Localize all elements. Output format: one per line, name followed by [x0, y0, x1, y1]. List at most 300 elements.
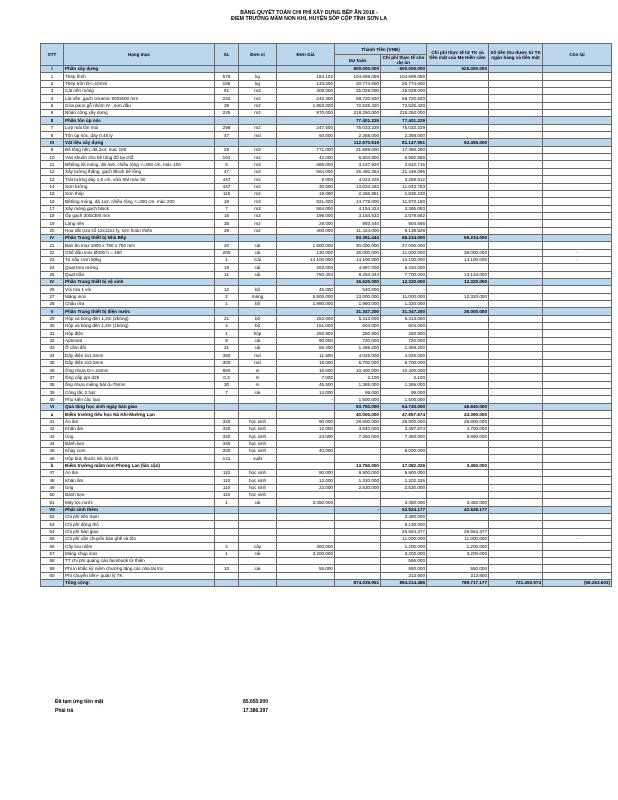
unit-cell: học sinh — [239, 425, 277, 432]
actual-cell: 25.029.000 — [381, 88, 427, 95]
qty-cell: 118 — [215, 190, 239, 197]
price-cell: 12.000 — [277, 477, 335, 484]
paid-cell — [427, 337, 489, 344]
settlement-table — [40, 43, 612, 587]
paid-cell — [427, 110, 489, 117]
remaining-cell — [543, 161, 612, 168]
paid-cell: 525.000.000 — [427, 66, 489, 73]
price-cell: 45.500 — [277, 381, 335, 388]
total-row — [41, 580, 612, 587]
estimate-cell: 604.000 — [335, 323, 381, 330]
item-cell: Chi phí bàn giao — [64, 528, 215, 535]
estimate-cell: 20.774.600 — [335, 80, 381, 87]
paid-cell: 11.000.000 — [427, 536, 489, 543]
paid-cell — [427, 220, 489, 227]
item-cell: Hoa sắt cửa sổ 12x12x1 ly, sơn hoàn thiện — [64, 227, 215, 234]
item-cell: Trát tường dày 1,5 cm, vữa XM mác 50 — [64, 176, 215, 183]
header-estimate: Dự toán — [335, 55, 381, 66]
table-row — [41, 271, 612, 278]
remaining-cell — [543, 418, 612, 425]
unit-cell: m3 — [239, 161, 277, 168]
header-stt: STT — [41, 44, 64, 66]
qty-cell: 200 — [215, 447, 239, 454]
item-cell: Hộp và bóng đèn 1,2m (2bóng) — [64, 315, 215, 322]
unit-cell: m2 — [239, 176, 277, 183]
table-row — [41, 124, 612, 131]
qty-cell: 141 — [215, 455, 239, 462]
paid-cell: 12.320.000 — [427, 278, 489, 285]
estimate-cell: 218.250.000 — [335, 110, 381, 117]
price-cell — [277, 455, 335, 462]
actual-cell: 604.000 — [381, 323, 427, 330]
price-cell: 400.000 — [277, 227, 335, 234]
table-row — [41, 499, 612, 506]
unit-cell: md — [239, 132, 277, 139]
actual-cell: 17.082.326 — [381, 462, 427, 469]
actual-cell: 218.250.000 — [381, 110, 427, 117]
bank-cell — [489, 249, 543, 256]
stt-cell: 22 — [41, 249, 64, 256]
bank-cell — [489, 345, 543, 352]
stt-cell: 35 — [41, 359, 64, 366]
stt-cell: 24 — [41, 264, 64, 271]
actual-cell: 313.800 — [381, 572, 427, 579]
estimate-cell: 3.184.632 — [335, 212, 381, 219]
header-price: Đơn Giá — [277, 44, 335, 66]
paid-cell — [427, 242, 489, 249]
paid-cell — [427, 183, 489, 190]
stt-cell: 17 — [41, 205, 64, 212]
qty-cell: 7 — [215, 389, 239, 396]
item-cell: Ổ cắm đôi — [64, 345, 215, 352]
qty-cell: 1 — [215, 256, 239, 263]
stt-cell: 1 — [41, 73, 64, 80]
remaining-cell — [543, 367, 612, 374]
estimate-cell: 720.000 — [335, 337, 381, 344]
actual-cell: 500.000.000 — [381, 66, 427, 73]
bank-cell — [489, 462, 543, 469]
stt-cell: 40 — [41, 396, 64, 403]
price-cell: 300.000 — [277, 543, 335, 550]
table-row — [41, 146, 612, 153]
qty-cell: 29 — [215, 227, 239, 234]
price-cell: 30.500 — [277, 183, 335, 190]
remaining-cell — [543, 308, 612, 315]
table-row — [41, 256, 612, 263]
bank-cell — [489, 323, 543, 330]
unit-cell: kg — [239, 80, 277, 87]
stt-cell: 8 — [41, 132, 64, 139]
unit-cell: cái — [239, 242, 277, 249]
header-unit: Đơn vị — [239, 44, 277, 66]
price-cell: 133.000 — [277, 80, 335, 87]
table-row — [41, 367, 612, 374]
unit-cell — [239, 278, 277, 285]
remaining-cell — [543, 88, 612, 95]
price-cell — [277, 66, 335, 73]
bank-cell — [489, 190, 543, 197]
item-cell: Hộp và bóng đèn 1,2m (1bóng) — [64, 323, 215, 330]
estimate-cell: 77.401.229 — [335, 117, 381, 124]
estimate-cell: 72.526.420 — [335, 102, 381, 109]
actual-cell: 7.360.000 — [381, 433, 427, 440]
price-cell: 309.000 — [277, 88, 335, 95]
stt-cell: 5 — [41, 102, 64, 109]
bank-cell — [489, 374, 543, 381]
stt-cell: 15 — [41, 190, 64, 197]
table-row — [41, 359, 612, 366]
stt-cell: 29 — [41, 315, 64, 322]
paid-cell — [427, 227, 489, 234]
actual-cell: 12.320.000 — [381, 278, 427, 285]
paid-cell — [427, 73, 489, 80]
table-row — [41, 242, 612, 249]
actual-cell: 1.202.326 — [381, 477, 427, 484]
actual-cell: 3.200.000 — [381, 550, 427, 557]
remaining-cell — [543, 293, 612, 300]
unit-cell: học sinh — [239, 484, 277, 491]
table-row — [41, 469, 612, 476]
item-cell: Ghế đẩu Inox Ø300 h = 460 — [64, 249, 215, 256]
qty-cell — [215, 572, 239, 579]
item-cell: Chi phí vận chuyển bàn ghế và tôn — [64, 536, 215, 543]
estimate-cell: 540.000 — [335, 286, 381, 293]
remaining-cell — [543, 330, 612, 337]
unit-cell: cây — [239, 543, 277, 550]
subsection-row — [41, 462, 612, 469]
remaining-cell — [543, 286, 612, 293]
bank-cell: 721.453.574 — [489, 580, 543, 587]
paid-cell — [427, 132, 489, 139]
bank-cell — [489, 168, 543, 175]
qty-cell — [215, 521, 239, 528]
qty-cell — [215, 411, 239, 418]
header-paid-tk: Chi phí thực tế từ TK và tiền mặt của Mẹ Hiền cầm — [427, 44, 489, 66]
item-cell: Vòi rửa 1 vòi — [64, 286, 215, 293]
estimate-cell — [335, 550, 381, 557]
actual-cell: 11.043.753 — [381, 183, 427, 190]
stt-cell: 30 — [41, 323, 64, 330]
actual-cell: 52.524.177 — [381, 506, 427, 513]
estimate-cell: 874.039.951 — [335, 580, 381, 587]
unit-cell: cái — [239, 499, 277, 506]
actual-cell: 5.700.000 — [381, 359, 427, 366]
actual-cell: 20.774.600 — [381, 80, 427, 87]
remaining-cell — [543, 499, 612, 506]
unit-cell — [239, 403, 277, 410]
price-cell: 771.000 — [277, 146, 335, 153]
estimate-cell: 4.023.225 — [335, 176, 381, 183]
stt-cell: a — [41, 411, 64, 418]
stt-cell: 47 — [41, 469, 64, 476]
bank-cell — [489, 455, 543, 462]
paid-cell — [427, 477, 489, 484]
price-cell — [277, 411, 335, 418]
item-cell: Láng nền — [64, 220, 215, 227]
actual-cell: 3.365.083 — [381, 205, 427, 212]
stt-cell: V — [41, 308, 64, 315]
paid-cell — [427, 345, 489, 352]
actual-cell: 21.449.095 — [381, 168, 427, 175]
paid-cell — [427, 80, 489, 87]
table-row — [41, 73, 612, 80]
unit-cell: m — [239, 367, 277, 374]
remaining-cell — [543, 477, 612, 484]
paid-cell: 4.700.000 — [427, 425, 489, 432]
table-row — [41, 249, 612, 256]
remaining-cell — [543, 440, 612, 447]
stt-cell: 7 — [41, 124, 64, 131]
stt-cell: 4 — [41, 95, 64, 102]
qty-cell: 1 — [215, 330, 239, 337]
estimate-cell: 250.900 — [335, 330, 381, 337]
paid-cell — [427, 95, 489, 102]
unit-cell: cái — [239, 249, 277, 256]
paid-cell — [427, 117, 489, 124]
stt-cell: IV — [41, 234, 64, 241]
estimate-cell: 15.520.000 — [335, 278, 381, 285]
price-cell — [277, 558, 335, 565]
item-cell: Dây điện 2x2,5mm — [64, 359, 215, 366]
actual-cell: 586.000 — [381, 558, 427, 565]
header-amount-group: Thành Tiền (VNĐ) — [335, 44, 427, 55]
stt-cell: 20 — [41, 227, 64, 234]
table-row — [41, 565, 612, 572]
table-row — [41, 227, 612, 234]
actual-cell: 11.000.000 — [381, 536, 427, 543]
unit-cell: m2 — [239, 110, 277, 117]
actual-cell: 8.000.000 — [381, 447, 427, 454]
qty-cell: 4 — [215, 323, 239, 330]
unit-cell: md — [239, 352, 277, 359]
stt-cell: 43 — [41, 433, 64, 440]
unit-cell: cái — [239, 345, 277, 352]
table-row — [41, 80, 612, 87]
bank-cell — [489, 264, 543, 271]
paid-cell — [427, 440, 489, 447]
item-cell: Bàn ăn Inox 1800 x 750 x 750 mm — [64, 242, 215, 249]
actual-cell: 26.564.377 — [381, 528, 427, 535]
estimate-cell: 1.365.000 — [335, 381, 381, 388]
estimate-cell: 30.000.000 — [335, 242, 381, 249]
bank-cell — [489, 205, 543, 212]
paid-cell — [427, 513, 489, 520]
bank-cell — [489, 469, 543, 476]
remaining-cell — [543, 212, 612, 219]
paid-cell — [427, 205, 489, 212]
item-cell: Máng inox — [64, 293, 215, 300]
bank-cell — [489, 198, 543, 205]
price-cell — [277, 528, 335, 535]
item-cell: Phần Trang thiết bị vệ sinh — [64, 278, 215, 285]
stt-cell: 49 — [41, 484, 64, 491]
qty-cell: 298 — [215, 124, 239, 131]
item-cell: Dây điện 2x1,5mm — [64, 352, 215, 359]
remaining-cell — [543, 190, 612, 197]
table-row — [41, 161, 612, 168]
qty-cell — [215, 278, 239, 285]
unit-cell: học sinh — [239, 491, 277, 498]
stt-cell: 56 — [41, 543, 64, 550]
paid-cell: 9.890.000 — [427, 433, 489, 440]
qty-cell — [215, 558, 239, 565]
item-cell: Khăn ấm — [64, 477, 215, 484]
remaining-cell — [543, 124, 612, 131]
item-cell: Phần xây dựng — [64, 66, 215, 73]
item-cell: Thép hình — [64, 73, 215, 80]
paid-cell — [427, 124, 489, 131]
stt-cell: 27 — [41, 293, 64, 300]
qty-cell: 447 — [215, 176, 239, 183]
price-cell — [277, 536, 335, 543]
qty-cell: 300 — [215, 359, 239, 366]
item-cell: Sơn thép — [64, 190, 215, 197]
estimate-cell: 26.000.000 — [335, 249, 381, 256]
price-cell: 40.000 — [277, 447, 335, 454]
estimate-cell — [335, 455, 381, 462]
document-title-line2: ĐIỂM TRƯỜNG MẦM NON KHI, HUYỆN SỐP CỘP TỈNH SƠN LA — [231, 16, 387, 22]
item-cell: Tôn úp nóc, dày 0.45 ly — [64, 132, 215, 139]
qty-cell — [215, 506, 239, 513]
actual-cell: 250.900 — [381, 330, 427, 337]
unit-cell: m2 — [239, 227, 277, 234]
stt-cell: 51 — [41, 499, 64, 506]
remaining-cell — [543, 506, 612, 513]
actual-cell: 1.200.000 — [381, 543, 427, 550]
price-cell: 14.000 — [277, 389, 335, 396]
qty-cell: 1 — [215, 550, 239, 557]
qty-cell: 18 — [215, 198, 239, 205]
qty-cell — [215, 462, 239, 469]
remaining-cell — [543, 447, 612, 454]
price-cell: 19.090 — [277, 190, 335, 197]
item-cell: Chi phí động thổ — [64, 521, 215, 528]
item-cell: Tổng cộng: — [64, 580, 215, 587]
price-cell: 564.000 — [277, 168, 335, 175]
qty-cell: 7 — [215, 205, 239, 212]
qty-cell: 21 — [215, 345, 239, 352]
item-cell: Bánh kẹo — [64, 491, 215, 498]
item-cell: Máy lọc nước — [64, 499, 215, 506]
unit-cell: máng — [239, 293, 277, 300]
bank-cell — [489, 440, 543, 447]
actual-cell: 3.450.000 — [381, 499, 427, 506]
unit-cell — [239, 536, 277, 543]
stt-cell: III — [41, 139, 64, 146]
item-cell: Aptomat — [64, 337, 215, 344]
remaining-cell — [543, 484, 612, 491]
paid-cell — [427, 359, 489, 366]
bank-cell — [489, 447, 543, 454]
actual-cell: 720.000 — [381, 337, 427, 344]
price-cell: 45.000 — [277, 286, 335, 293]
bank-cell — [489, 293, 543, 300]
header-bank-balance: Số tiền thu được từ TK ngân hàng và tiền mặt — [489, 44, 543, 66]
table-row — [41, 455, 612, 462]
price-cell: 151.000 — [277, 323, 335, 330]
qty-cell: 350 — [215, 352, 239, 359]
estimate-cell: 1.500.000 — [335, 396, 381, 403]
header-remaining: Còn lại — [543, 44, 612, 66]
bank-cell — [489, 256, 543, 263]
unit-cell: Cái — [239, 256, 277, 263]
table-row — [41, 528, 612, 535]
paid-cell: 789.717.177 — [427, 580, 489, 587]
remaining-cell — [543, 102, 612, 109]
item-cell: Cát nền móng — [64, 88, 215, 95]
remaining-cell — [543, 521, 612, 528]
paid-cell: 62.455.000 — [427, 139, 489, 146]
document-title-line1: BẢNG QUYẾT TOÁN CHI PHÍ XÂY DỰNG BẾP ĂN 2018 - — [240, 10, 378, 16]
estimate-cell: - — [335, 506, 381, 513]
stt-cell: 39 — [41, 389, 64, 396]
unit-cell: học sinh — [239, 418, 277, 425]
estimate-cell: 53.750.000 — [335, 403, 381, 410]
remaining-cell — [543, 403, 612, 410]
qty-cell: 47 — [215, 132, 239, 139]
estimate-cell: 4.997.000 — [335, 264, 381, 271]
stt-cell: 60 — [41, 572, 64, 579]
unit-cell — [239, 572, 277, 579]
bank-cell — [489, 337, 543, 344]
qty-cell: 11 — [215, 271, 239, 278]
remaining-cell — [543, 271, 612, 278]
unit-cell: m2 — [239, 154, 277, 161]
unit-cell: bộ — [239, 301, 277, 308]
remaining-cell — [543, 183, 612, 190]
price-cell — [277, 139, 335, 146]
price-cell — [277, 572, 335, 579]
paid-cell — [427, 469, 489, 476]
remaining-cell — [543, 381, 612, 388]
qty-cell — [215, 117, 239, 124]
remaining-cell — [543, 359, 612, 366]
qty-cell: 20 — [215, 242, 239, 249]
item-cell: TT chi phí quảng cáo facebook từ thiện — [64, 558, 215, 565]
header-qty: SL — [215, 44, 239, 66]
paid-cell — [427, 389, 489, 396]
bank-cell — [489, 330, 543, 337]
paid-cell: 313.800 — [427, 572, 489, 579]
actual-cell: 11.000.000 — [381, 293, 427, 300]
actual-cell: 72.526.420 — [381, 102, 427, 109]
actual-cell — [381, 440, 427, 447]
table-row — [41, 102, 612, 109]
item-cell: Ống nhựa D<=15mm — [64, 367, 215, 374]
item-cell: Công tắc 2 hạt — [64, 389, 215, 396]
stt-cell: VII — [41, 506, 64, 513]
item-cell: Chi phí tiền trạm — [64, 513, 215, 520]
paid-cell — [427, 558, 489, 565]
remaining-cell — [543, 411, 612, 418]
paid-cell — [427, 198, 489, 205]
estimate-cell: 75.033.229 — [335, 124, 381, 131]
item-cell: Điểm trường mầm non Phong Lan (lân cận) — [64, 462, 215, 469]
stt-cell: I — [41, 66, 64, 73]
stt-cell: 53 — [41, 521, 64, 528]
stt-cell — [41, 580, 64, 587]
table-row — [41, 345, 612, 352]
qty-cell: 320 — [215, 433, 239, 440]
qty-cell: 16 — [215, 212, 239, 219]
paid-cell — [427, 190, 489, 197]
qty-cell: 650 — [215, 367, 239, 374]
remaining-cell — [543, 95, 612, 102]
remaining-cell — [543, 220, 612, 227]
header-actual: Chi phí thực tế cho dự án — [381, 55, 427, 66]
bank-cell — [489, 418, 543, 425]
item-cell: Phí chuyển tiền+ quản lý TK — [64, 572, 215, 579]
